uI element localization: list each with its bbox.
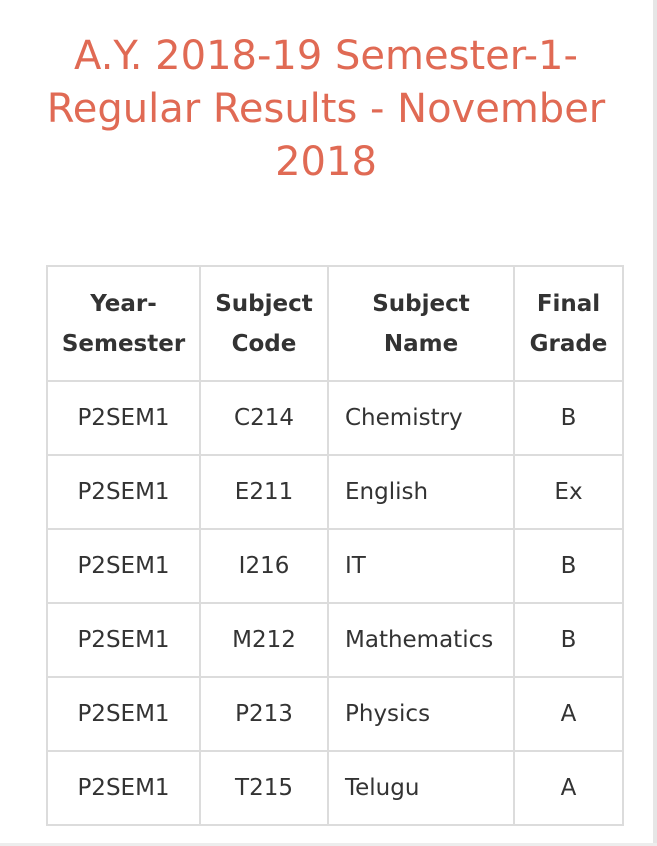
cell-final-grade: A [514,677,623,751]
cell-final-grade: A [514,751,623,825]
table-row [47,603,623,677]
cell-subject-name: Mathematics [328,603,514,677]
header-final-grade-line-1: Final [536,290,601,317]
header-year-semester-line-2: Semester [61,330,186,357]
cell-year-semester: P2SEM1 [47,751,200,825]
header-final-grade [514,266,623,381]
header-subject-code-line-2: Code [231,330,297,357]
cell-subject-code: E211 [200,455,328,529]
header-subject-code-line-1: Subject [215,290,313,317]
cell-year-semester: P2SEM1 [47,455,200,529]
cell-subject-code: C214 [200,381,328,455]
cell-subject-name: Physics [328,677,514,751]
header-subject-name-line-1: Subject [372,290,470,317]
cell-year-semester: P2SEM1 [47,529,200,603]
page-title: A.Y. 2018-19 Semester-1- Regular Results - November 2018 [46,33,606,185]
cell-year-semester: P2SEM1 [47,381,200,455]
table-row [47,381,623,455]
cell-year-semester: P2SEM1 [47,677,200,751]
cell-subject-code: I216 [200,529,328,603]
cell-subject-name: English [328,455,514,529]
cell-subject-name: IT [328,529,514,603]
cell-final-grade: Ex [514,455,623,529]
cell-subject-code: M212 [200,603,328,677]
cell-subject-code: P213 [200,677,328,751]
table-row [47,677,623,751]
table-row [47,751,623,825]
table-row [47,455,623,529]
cell-subject-name: Chemistry [328,381,514,455]
table-header-row [47,266,623,381]
cell-final-grade: B [514,529,623,603]
page-right-edge [653,0,657,846]
cell-subject-code: T215 [200,751,328,825]
header-final-grade-line-2: Grade [529,330,608,357]
cell-year-semester: P2SEM1 [47,603,200,677]
header-subject-name-line-2: Name [383,330,459,357]
header-subject-code [200,266,328,381]
cell-final-grade: B [514,381,623,455]
header-subject-name [328,266,514,381]
header-year-semester-line-1: Year- [90,290,157,317]
cell-subject-name: Telugu [328,751,514,825]
table-row [47,529,623,603]
cell-final-grade: B [514,603,623,677]
results-table [46,265,624,826]
header-year-semester [47,266,200,381]
